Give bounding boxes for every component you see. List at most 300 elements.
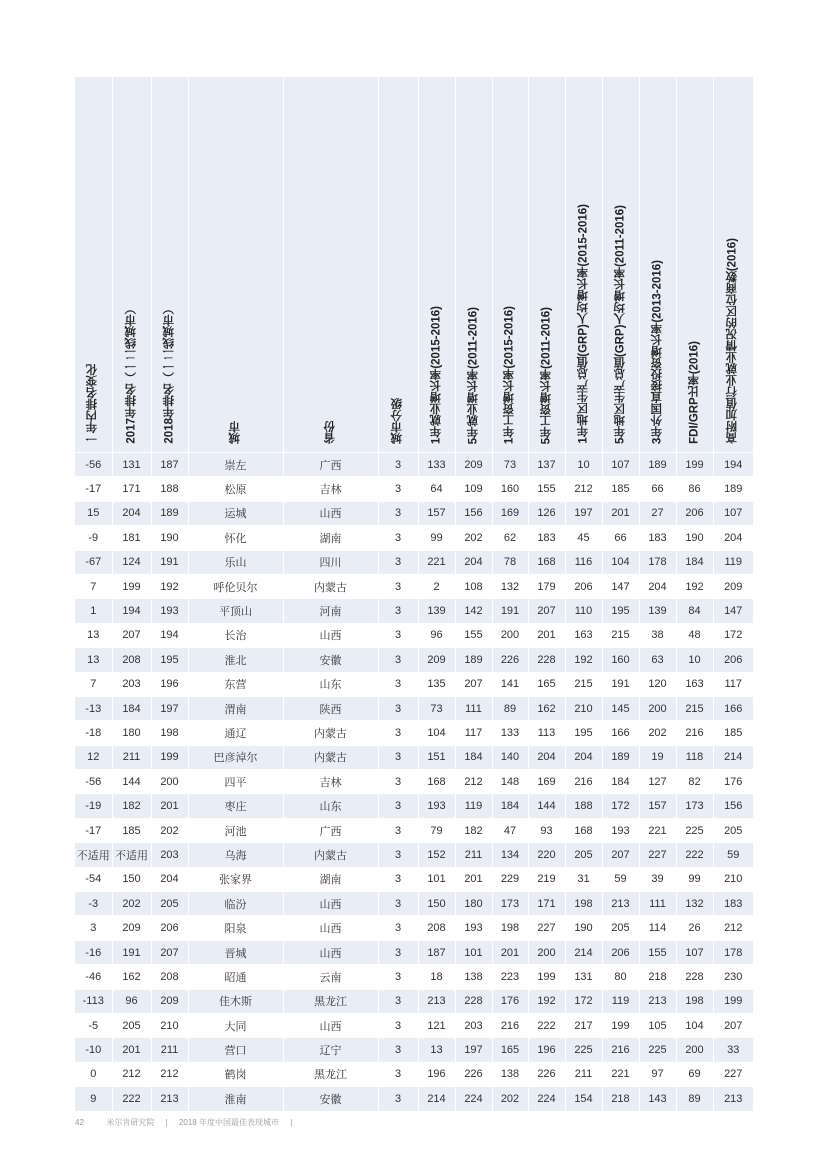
table-cell: 214 (713, 745, 753, 769)
table-cell: 淮北 (188, 648, 283, 672)
footer-separator: | (290, 1118, 293, 1127)
table-cell: 3 (378, 721, 418, 745)
table-cell: -17 (75, 477, 112, 501)
table-cell: 不适用 (112, 843, 151, 867)
table-cell: 210 (713, 867, 753, 891)
table-cell: 212 (151, 1062, 188, 1086)
table-cell: 195 (565, 721, 602, 745)
table-cell: 209 (151, 989, 188, 1013)
table-cell: 193 (151, 599, 188, 623)
column-header-label: 5年地区生产总值(GRP)人均增长率(2011-2016) (613, 205, 626, 444)
table-cell: 166 (713, 696, 753, 720)
table-cell: 213 (639, 989, 676, 1013)
table-row (75, 1087, 753, 1111)
table-cell: 202 (151, 818, 188, 842)
table-cell: 31 (565, 867, 602, 891)
table-cell: 195 (602, 599, 639, 623)
table-cell: 156 (455, 501, 492, 525)
table-cell: 3 (378, 1062, 418, 1086)
table-cell: 82 (676, 770, 713, 794)
table-cell: 224 (528, 1087, 565, 1111)
table-cell: 227 (528, 916, 565, 940)
table-cell: 216 (676, 721, 713, 745)
table-cell: 178 (639, 550, 676, 574)
table-cell: 141 (492, 672, 528, 696)
table-cell: 渭南 (188, 696, 283, 720)
table-cell: 210 (151, 1013, 188, 1037)
table-row (75, 916, 753, 940)
table-cell: 133 (418, 453, 455, 477)
table-cell: 156 (713, 794, 753, 818)
table-cell: 196 (151, 672, 188, 696)
table-cell: 辽宁 (283, 1038, 378, 1062)
column-header (75, 77, 112, 453)
table-cell: 39 (639, 867, 676, 891)
table-cell: 运城 (188, 501, 283, 525)
table-cell: 鹤岗 (188, 1062, 283, 1086)
table-cell: 通辽 (188, 721, 283, 745)
table-cell: 131 (112, 453, 151, 477)
table-body (75, 453, 753, 1111)
table-cell: 101 (418, 867, 455, 891)
table-cell: 202 (112, 892, 151, 916)
table-cell: 205 (713, 818, 753, 842)
footer-separator: | (165, 1118, 168, 1127)
table-cell: 96 (418, 623, 455, 647)
table-cell: 3 (378, 672, 418, 696)
table-cell: 173 (676, 794, 713, 818)
table-cell: 197 (455, 1038, 492, 1062)
table-cell: 193 (455, 916, 492, 940)
table-cell: 山西 (283, 940, 378, 964)
table-cell: 227 (639, 843, 676, 867)
table-cell: 191 (151, 550, 188, 574)
table-cell: 194 (112, 599, 151, 623)
table-cell: 138 (492, 1062, 528, 1086)
table-cell: 12 (75, 745, 112, 769)
table-cell: 不适用 (75, 843, 112, 867)
table-cell: 107 (676, 940, 713, 964)
table-cell: 崇左 (188, 453, 283, 477)
table-cell: 196 (528, 1038, 565, 1062)
table-cell: 166 (602, 721, 639, 745)
table-cell: 155 (639, 940, 676, 964)
table-cell: 143 (639, 1087, 676, 1111)
table-cell: 221 (602, 1062, 639, 1086)
table-row (75, 867, 753, 891)
table-cell: 228 (455, 989, 492, 1013)
column-header-label: 1年就业增长率(2015-2016) (429, 305, 442, 444)
table-cell: 3 (75, 916, 112, 940)
table-cell: 160 (492, 477, 528, 501)
table-cell: 157 (639, 794, 676, 818)
table-cell: 213 (151, 1087, 188, 1111)
table-cell: 19 (639, 745, 676, 769)
table-cell: 湖南 (283, 867, 378, 891)
table-cell: 3 (378, 574, 418, 598)
table-cell: 187 (151, 453, 188, 477)
table-cell: 190 (151, 526, 188, 550)
table-cell: 99 (676, 867, 713, 891)
table-cell: 230 (713, 965, 753, 989)
table-cell: 110 (565, 599, 602, 623)
table-cell: 190 (676, 526, 713, 550)
table-row (75, 526, 753, 550)
table-cell: 59 (713, 843, 753, 867)
table-cell: 79 (418, 818, 455, 842)
table-cell: 205 (565, 843, 602, 867)
table-cell: 209 (112, 916, 151, 940)
table-cell: 207 (602, 843, 639, 867)
table-cell: 172 (565, 989, 602, 1013)
column-header-label: 2017年排名（一二线城市） (124, 303, 137, 444)
table-cell: 64 (418, 477, 455, 501)
table-cell: 152 (418, 843, 455, 867)
table-cell: -18 (75, 721, 112, 745)
table-row (75, 672, 753, 696)
publisher-name: 米尔肯研究院 (106, 1118, 155, 1127)
table-cell: 109 (455, 477, 492, 501)
table-row (75, 599, 753, 623)
table-cell: 206 (713, 648, 753, 672)
table-cell: 201 (455, 867, 492, 891)
column-header (676, 77, 713, 453)
table-cell: 207 (112, 623, 151, 647)
table-cell: 209 (713, 574, 753, 598)
table-cell: 212 (112, 1062, 151, 1086)
column-header (602, 77, 639, 453)
table-cell: 227 (713, 1062, 753, 1086)
table-header-row (75, 77, 753, 453)
table-cell: 山东 (283, 672, 378, 696)
table-cell: 张家界 (188, 867, 283, 891)
table-cell: 189 (639, 453, 676, 477)
table-cell: 172 (602, 794, 639, 818)
table-cell: -56 (75, 453, 112, 477)
table-cell: 191 (112, 940, 151, 964)
table-cell: 168 (528, 550, 565, 574)
table-cell: 191 (602, 672, 639, 696)
table-cell: 2 (418, 574, 455, 598)
table-row (75, 1062, 753, 1086)
table-cell: 99 (418, 526, 455, 550)
table-cell: -10 (75, 1038, 112, 1062)
column-header-label: 2018年排名（一二线城市） (162, 303, 175, 444)
table-cell: 189 (455, 648, 492, 672)
column-header-label: 高附加值行业就业情况的区位商数(2016) (726, 238, 739, 444)
table-cell: 营口 (188, 1038, 283, 1062)
table-row (75, 648, 753, 672)
table-cell: 云南 (283, 965, 378, 989)
table-cell: 206 (565, 574, 602, 598)
table-cell: 80 (602, 965, 639, 989)
table-cell: 139 (639, 599, 676, 623)
table-cell: 221 (639, 818, 676, 842)
table-row (75, 794, 753, 818)
table-cell: 194 (713, 453, 753, 477)
table-cell: 3 (378, 818, 418, 842)
table-cell: 168 (565, 818, 602, 842)
table-cell: 7 (75, 672, 112, 696)
table-cell: 乐山 (188, 550, 283, 574)
table-cell: 181 (112, 526, 151, 550)
table-row (75, 770, 753, 794)
table-cell: 安徽 (283, 1087, 378, 1111)
table-cell: 182 (112, 794, 151, 818)
table-cell: 怀化 (188, 526, 283, 550)
table-cell: 176 (492, 989, 528, 1013)
table-cell: 9 (75, 1087, 112, 1111)
table-cell: 107 (602, 453, 639, 477)
table-cell: 222 (676, 843, 713, 867)
table-cell: 154 (565, 1087, 602, 1111)
table-cell: 201 (492, 940, 528, 964)
table-cell: -54 (75, 867, 112, 891)
table-cell: 151 (418, 745, 455, 769)
table-cell: 206 (602, 940, 639, 964)
page-footer (75, 1117, 301, 1128)
column-header-label: 城市分级 (391, 398, 404, 444)
table-cell: 200 (151, 770, 188, 794)
table-cell: 3 (378, 550, 418, 574)
table-cell: 18 (418, 965, 455, 989)
table-cell: 222 (528, 1013, 565, 1037)
table-cell: 192 (528, 989, 565, 1013)
table-cell: 121 (418, 1013, 455, 1037)
table-cell: 137 (528, 453, 565, 477)
table-cell: 89 (492, 696, 528, 720)
table-cell: 144 (528, 794, 565, 818)
table-row (75, 550, 753, 574)
table-cell: 27 (639, 501, 676, 525)
table-cell: 200 (528, 940, 565, 964)
table-cell: 163 (565, 623, 602, 647)
table-cell: 吉林 (283, 477, 378, 501)
table-cell: 207 (713, 1013, 753, 1037)
table-cell: 3 (378, 696, 418, 720)
table-cell: 194 (151, 623, 188, 647)
column-header (565, 77, 602, 453)
table-cell: 205 (602, 916, 639, 940)
table-cell: 214 (418, 1087, 455, 1111)
table-cell: 184 (492, 794, 528, 818)
table-cell: 78 (492, 550, 528, 574)
table-cell: 213 (418, 989, 455, 1013)
table-cell: 208 (151, 965, 188, 989)
table-cell: 180 (455, 892, 492, 916)
table-cell: 215 (565, 672, 602, 696)
table-cell: 内蒙古 (283, 574, 378, 598)
table-cell: 内蒙古 (283, 745, 378, 769)
table-cell: 206 (676, 501, 713, 525)
table-cell: -17 (75, 818, 112, 842)
table-cell: 193 (418, 794, 455, 818)
table-row (75, 843, 753, 867)
table-cell: 211 (455, 843, 492, 867)
column-header-label: 1年工资增长率(2015-2016) (503, 305, 516, 444)
table-cell: 0 (75, 1062, 112, 1086)
table-cell: 吉林 (283, 770, 378, 794)
column-header (455, 77, 492, 453)
table-cell: 135 (418, 672, 455, 696)
column-header-label: 省份 (323, 421, 336, 444)
table-cell: 132 (492, 574, 528, 598)
table-cell: 84 (676, 599, 713, 623)
table-row (75, 745, 753, 769)
table-cell: 213 (602, 892, 639, 916)
table-cell: 广西 (283, 818, 378, 842)
table-cell: 黑龙江 (283, 989, 378, 1013)
table-cell: 长治 (188, 623, 283, 647)
table-cell: 208 (418, 916, 455, 940)
table-cell: 内蒙古 (283, 721, 378, 745)
table-cell: 116 (565, 550, 602, 574)
table-row (75, 696, 753, 720)
table-cell: 207 (151, 940, 188, 964)
table-cell: 142 (455, 599, 492, 623)
table-cell: 阳泉 (188, 916, 283, 940)
table-cell: 202 (639, 721, 676, 745)
table-cell: 219 (528, 867, 565, 891)
table-cell: 河南 (283, 599, 378, 623)
table-cell: 3 (378, 501, 418, 525)
report-title: 2018 年度中国最佳表现城市 (178, 1118, 279, 1127)
table-cell: 10 (565, 453, 602, 477)
table-cell: 196 (418, 1062, 455, 1086)
table-cell: 13 (75, 623, 112, 647)
table-cell: 218 (639, 965, 676, 989)
table-cell: 144 (112, 770, 151, 794)
column-header-label: 城市 (228, 421, 241, 444)
table-cell: 145 (602, 696, 639, 720)
table-cell: 111 (455, 696, 492, 720)
table-row (75, 623, 753, 647)
page-number: 42 (75, 1118, 84, 1127)
table-cell: 山西 (283, 916, 378, 940)
table-cell: 197 (565, 501, 602, 525)
table-cell: 3 (378, 648, 418, 672)
table-cell: 165 (492, 1038, 528, 1062)
table-cell: 124 (112, 550, 151, 574)
table-cell: 107 (713, 501, 753, 525)
table-cell: 212 (713, 916, 753, 940)
table-cell: 150 (112, 867, 151, 891)
table-cell: 临汾 (188, 892, 283, 916)
table-row (75, 453, 753, 477)
table-cell: 10 (676, 648, 713, 672)
table-cell: 201 (528, 623, 565, 647)
table-cell: 215 (602, 623, 639, 647)
table-cell: 214 (565, 940, 602, 964)
table-cell: 202 (455, 526, 492, 550)
table-cell: 97 (639, 1062, 676, 1086)
table-cell: 203 (112, 672, 151, 696)
table-cell: 3 (378, 940, 418, 964)
table-cell: 119 (713, 550, 753, 574)
table-cell: 120 (639, 672, 676, 696)
table-cell: -56 (75, 770, 112, 794)
table-cell: 陕西 (283, 696, 378, 720)
table-cell: 165 (528, 672, 565, 696)
table-cell: 132 (676, 892, 713, 916)
column-header-label: 3年外国直接投资增长率(2013-2016) (650, 259, 663, 444)
table-cell: 巴彦淖尔 (188, 745, 283, 769)
table-cell: 195 (151, 648, 188, 672)
table-cell: 225 (676, 818, 713, 842)
table-row (75, 940, 753, 964)
table-cell: 62 (492, 526, 528, 550)
table-cell: 山东 (283, 794, 378, 818)
table-cell: 105 (639, 1013, 676, 1037)
table-cell: 228 (676, 965, 713, 989)
table-cell: 3 (378, 745, 418, 769)
table-cell: 179 (528, 574, 565, 598)
table-cell: 33 (713, 1038, 753, 1062)
table-cell: 203 (455, 1013, 492, 1037)
table-cell: 枣庄 (188, 794, 283, 818)
table-cell: 188 (565, 794, 602, 818)
table-cell: 160 (602, 648, 639, 672)
table-cell: 162 (112, 965, 151, 989)
table-cell: 131 (565, 965, 602, 989)
table-cell: 3 (378, 526, 418, 550)
table-cell: 205 (112, 1013, 151, 1037)
table-cell: 201 (151, 794, 188, 818)
column-header-label: 1年地区生产总值(GRP)人均增长率(2015-2016) (576, 204, 589, 444)
table-cell: 101 (455, 940, 492, 964)
table-cell: 13 (75, 648, 112, 672)
table-cell: 199 (151, 745, 188, 769)
table-row (75, 477, 753, 501)
table-cell: 93 (528, 818, 565, 842)
table-cell: 大同 (188, 1013, 283, 1037)
table-cell: 山西 (283, 623, 378, 647)
table-cell: 206 (151, 916, 188, 940)
table-cell: 173 (492, 892, 528, 916)
table-cell: 198 (492, 916, 528, 940)
table-cell: 171 (112, 477, 151, 501)
table-cell: 210 (565, 696, 602, 720)
column-header (418, 77, 455, 453)
table-cell: 66 (602, 526, 639, 550)
table-cell: 48 (676, 623, 713, 647)
table-cell: 平顶山 (188, 599, 283, 623)
table-cell: 3 (378, 770, 418, 794)
table-cell: 216 (565, 770, 602, 794)
column-header (151, 77, 188, 453)
table-cell: 黑龙江 (283, 1062, 378, 1086)
table-cell: 东营 (188, 672, 283, 696)
table-cell: 117 (713, 672, 753, 696)
column-header (713, 77, 753, 453)
table-cell: 213 (713, 1087, 753, 1111)
table-cell: 199 (528, 965, 565, 989)
table-cell: 66 (639, 477, 676, 501)
table-cell: 73 (418, 696, 455, 720)
table-cell: 3 (378, 892, 418, 916)
table-cell: 208 (112, 648, 151, 672)
table-cell: 108 (455, 574, 492, 598)
table-row (75, 1038, 753, 1062)
table-cell: 3 (378, 453, 418, 477)
table-cell: 3 (378, 989, 418, 1013)
table-cell: 226 (528, 1062, 565, 1086)
table-cell: 山西 (283, 1013, 378, 1037)
column-header-label: FDI/GRP比率(2016) (687, 341, 700, 444)
table-cell: 212 (455, 770, 492, 794)
column-header (378, 77, 418, 453)
table-cell: 211 (112, 745, 151, 769)
